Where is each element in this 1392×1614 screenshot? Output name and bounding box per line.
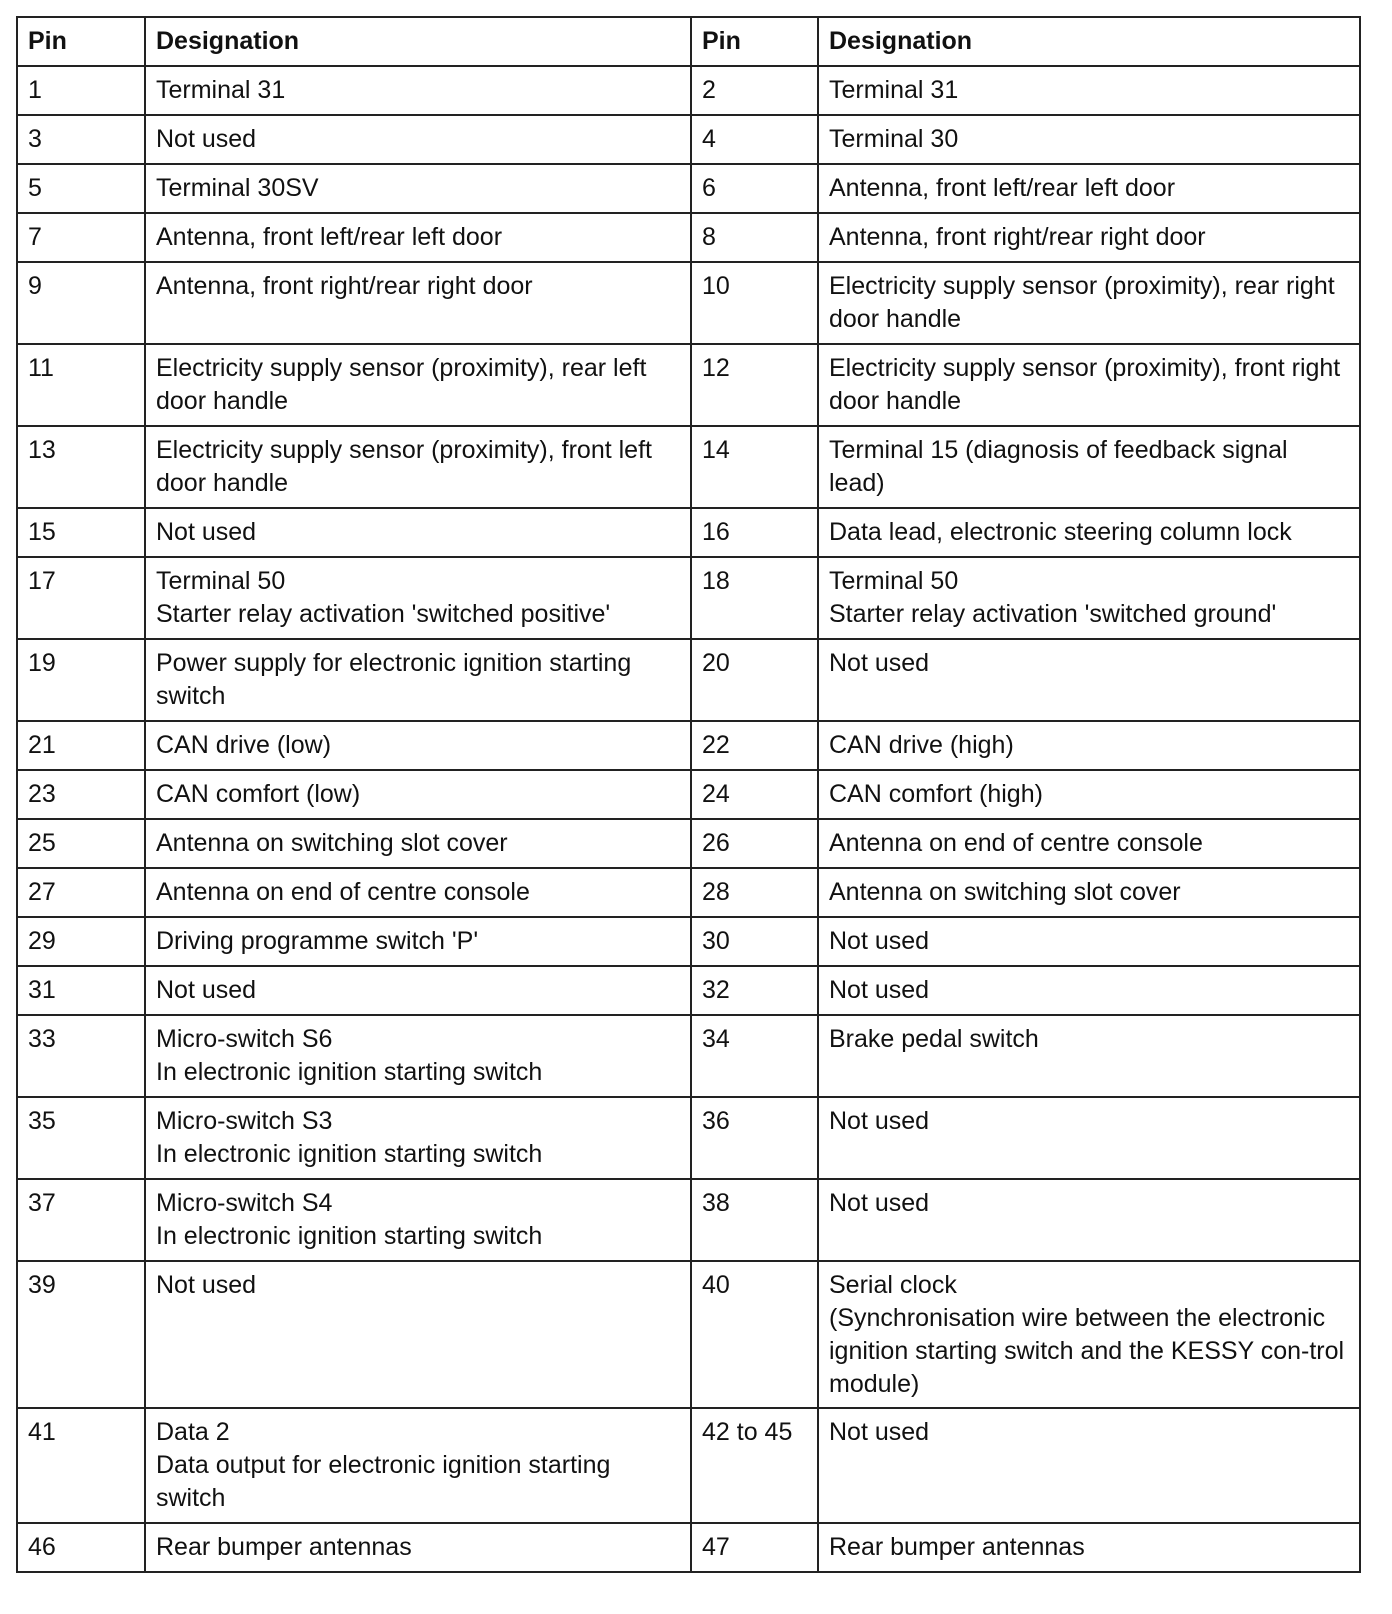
table-body xyxy=(17,66,1360,1572)
designation-cell xyxy=(818,868,1360,917)
designation-line: Micro-switch S4 xyxy=(156,1189,333,1217)
table-row xyxy=(17,966,1360,1015)
pin-number-cell: 40 xyxy=(691,1261,818,1408)
pin-number-cell: 3 xyxy=(17,115,145,164)
designation-line: CAN comfort (high) xyxy=(829,780,1043,808)
pin-number-cell: 26 xyxy=(691,819,818,868)
table-row xyxy=(17,164,1360,213)
pin-number-cell: 36 xyxy=(691,1097,818,1179)
table-row xyxy=(17,917,1360,966)
designation-cell xyxy=(145,1261,691,1408)
pin-number-cell: 34 xyxy=(691,1015,818,1097)
designation-line: Electricity supply sensor (proximity), front right door handle xyxy=(829,354,1341,415)
pin-number-cell: 18 xyxy=(691,557,818,639)
pin-number-cell: 25 xyxy=(17,819,145,868)
designation-cell xyxy=(818,1015,1360,1097)
pin-number-cell: 16 xyxy=(691,508,818,557)
designation-line: In electronic ignition starting switch xyxy=(156,1058,543,1086)
designation-line: Not used xyxy=(829,1189,930,1217)
designation-cell xyxy=(145,868,691,917)
designation-line: CAN drive (high) xyxy=(829,731,1014,759)
table-row xyxy=(17,1523,1360,1572)
designation-cell xyxy=(145,1408,691,1523)
pin-number-cell: 46 xyxy=(17,1523,145,1572)
pin-number-cell: 29 xyxy=(17,917,145,966)
designation-cell xyxy=(818,557,1360,639)
pin-number-cell: 42 to 45 xyxy=(691,1408,818,1523)
designation-line: Serial clock xyxy=(829,1271,957,1299)
pin-number-cell: 41 xyxy=(17,1408,145,1523)
pin-number-cell: 15 xyxy=(17,508,145,557)
designation-line: Terminal 31 xyxy=(829,76,959,104)
table-row xyxy=(17,66,1360,115)
designation-cell xyxy=(145,770,691,819)
pin-number-cell: 37 xyxy=(17,1179,145,1261)
designation-line: Data 2 xyxy=(156,1418,230,1446)
designation-cell xyxy=(145,917,691,966)
designation-cell xyxy=(818,917,1360,966)
designation-cell xyxy=(818,1523,1360,1572)
designation-cell xyxy=(145,966,691,1015)
designation-line: Antenna, front right/rear right door xyxy=(829,223,1206,251)
designation-cell xyxy=(818,770,1360,819)
pin-number-cell: 28 xyxy=(691,868,818,917)
designation-line: Rear bumper antennas xyxy=(829,1533,1085,1561)
pin-number-cell: 33 xyxy=(17,1015,145,1097)
designation-line: Data lead, electronic steering column lock xyxy=(829,518,1292,546)
pin-assignment-table xyxy=(16,16,1361,1573)
table-header xyxy=(17,17,1360,66)
designation-line: Data output for electronic ignition starting switch xyxy=(156,1451,611,1512)
designation-cell xyxy=(818,508,1360,557)
designation-line: Not used xyxy=(156,518,257,546)
designation-line: Not used xyxy=(829,1107,930,1135)
designation-cell xyxy=(145,164,691,213)
designation-line: Driving programme switch 'P' xyxy=(156,927,479,955)
designation-line: Micro-switch S3 xyxy=(156,1107,333,1135)
designation-line: Antenna on end of centre console xyxy=(156,878,530,906)
pin-number-cell: 19 xyxy=(17,639,145,721)
designation-cell xyxy=(145,1179,691,1261)
designation-line: Antenna on switching slot cover xyxy=(829,878,1181,906)
designation-line: Antenna on end of centre console xyxy=(829,829,1203,857)
pin-number-cell: 30 xyxy=(691,917,818,966)
designation-line: Brake pedal switch xyxy=(829,1025,1039,1053)
pin-number-cell: 2 xyxy=(691,66,818,115)
designation-cell xyxy=(818,639,1360,721)
designation-cell xyxy=(145,639,691,721)
designation-line: Terminal 30 xyxy=(829,125,959,153)
designation-line: Antenna on switching slot cover xyxy=(156,829,508,857)
table-row xyxy=(17,1408,1360,1523)
designation-line: Antenna, front left/rear left door xyxy=(829,174,1176,202)
table-row xyxy=(17,1015,1360,1097)
header-pin-right: Pin xyxy=(691,17,818,66)
pin-number-cell: 11 xyxy=(17,344,145,426)
designation-line: Power supply for electronic ignition starting switch xyxy=(156,649,632,710)
designation-cell xyxy=(818,262,1360,344)
designation-line: Not used xyxy=(156,976,257,1004)
designation-line: In electronic ignition starting switch xyxy=(156,1140,543,1168)
designation-cell xyxy=(145,66,691,115)
pin-number-cell: 27 xyxy=(17,868,145,917)
pin-number-cell: 21 xyxy=(17,721,145,770)
designation-line: Terminal 50 xyxy=(156,567,286,595)
pin-number-cell: 4 xyxy=(691,115,818,164)
designation-line: Electricity supply sensor (proximity), rear left door handle xyxy=(156,354,647,415)
pin-number-cell: 38 xyxy=(691,1179,818,1261)
designation-cell xyxy=(145,1097,691,1179)
table-row xyxy=(17,115,1360,164)
designation-line: Micro-switch S6 xyxy=(156,1025,333,1053)
pin-number-cell: 13 xyxy=(17,426,145,508)
pin-number-cell: 17 xyxy=(17,557,145,639)
designation-cell xyxy=(818,344,1360,426)
designation-line: Terminal 31 xyxy=(156,76,286,104)
designation-cell xyxy=(145,1015,691,1097)
designation-cell xyxy=(145,262,691,344)
designation-line: Starter relay activation 'switched positive' xyxy=(156,600,611,628)
designation-line: Not used xyxy=(829,976,930,1004)
designation-line: Not used xyxy=(829,649,930,677)
designation-cell xyxy=(145,557,691,639)
designation-cell xyxy=(818,1097,1360,1179)
pin-number-cell: 24 xyxy=(691,770,818,819)
pin-number-cell: 1 xyxy=(17,66,145,115)
table-row xyxy=(17,819,1360,868)
table-row xyxy=(17,344,1360,426)
table-row xyxy=(17,1097,1360,1179)
designation-line: Terminal 30SV xyxy=(156,174,319,202)
designation-line: Not used xyxy=(829,927,930,955)
pin-number-cell: 10 xyxy=(691,262,818,344)
table-row xyxy=(17,508,1360,557)
designation-cell xyxy=(145,344,691,426)
designation-cell xyxy=(818,819,1360,868)
pin-number-cell: 39 xyxy=(17,1261,145,1408)
pin-number-cell: 8 xyxy=(691,213,818,262)
designation-cell xyxy=(145,721,691,770)
pin-number-cell: 9 xyxy=(17,262,145,344)
table-row xyxy=(17,721,1360,770)
pin-number-cell: 14 xyxy=(691,426,818,508)
designation-cell xyxy=(818,1179,1360,1261)
designation-line: CAN comfort (low) xyxy=(156,780,361,808)
pin-number-cell: 47 xyxy=(691,1523,818,1572)
pin-number-cell: 23 xyxy=(17,770,145,819)
header-pin-left: Pin xyxy=(17,17,145,66)
designation-line: Rear bumper antennas xyxy=(156,1533,412,1561)
table-row xyxy=(17,868,1360,917)
header-designation-left: Designation xyxy=(145,17,691,66)
pin-number-cell: 35 xyxy=(17,1097,145,1179)
designation-line: In electronic ignition starting switch xyxy=(156,1222,543,1250)
designation-cell xyxy=(818,426,1360,508)
pin-number-cell: 5 xyxy=(17,164,145,213)
table-row xyxy=(17,213,1360,262)
pin-number-cell: 7 xyxy=(17,213,145,262)
designation-cell xyxy=(818,966,1360,1015)
designation-line: Terminal 15 (diagnosis of feedback signal lead) xyxy=(829,436,1288,497)
designation-cell xyxy=(145,213,691,262)
designation-cell xyxy=(818,66,1360,115)
designation-cell xyxy=(818,115,1360,164)
designation-cell xyxy=(145,115,691,164)
designation-cell xyxy=(818,164,1360,213)
designation-line: Starter relay activation 'switched ground' xyxy=(829,600,1277,628)
pin-number-cell: 6 xyxy=(691,164,818,213)
designation-line: Antenna, front left/rear left door xyxy=(156,223,503,251)
table-row xyxy=(17,262,1360,344)
designation-cell xyxy=(145,1523,691,1572)
table-row xyxy=(17,426,1360,508)
table-row xyxy=(17,1179,1360,1261)
designation-cell xyxy=(818,1261,1360,1408)
pin-number-cell: 12 xyxy=(691,344,818,426)
designation-cell xyxy=(818,721,1360,770)
table-row xyxy=(17,770,1360,819)
header-row xyxy=(17,17,1360,66)
designation-line: Not used xyxy=(156,1271,257,1299)
designation-cell xyxy=(818,1408,1360,1523)
table-row xyxy=(17,557,1360,639)
designation-line: (Synchronisation wire between the electronic ignition starting switch and the KESSY con-trol module) xyxy=(829,1304,1345,1398)
designation-cell xyxy=(145,508,691,557)
designation-line: Electricity supply sensor (proximity), front left door handle xyxy=(156,436,652,497)
designation-cell xyxy=(818,213,1360,262)
header-designation-right: Designation xyxy=(818,17,1360,66)
table-row xyxy=(17,1261,1360,1408)
designation-line: Antenna, front right/rear right door xyxy=(156,272,533,300)
designation-line: Terminal 50 xyxy=(829,567,959,595)
designation-line: Electricity supply sensor (proximity), rear right door handle xyxy=(829,272,1335,333)
pin-number-cell: 31 xyxy=(17,966,145,1015)
pin-number-cell: 22 xyxy=(691,721,818,770)
pin-number-cell: 32 xyxy=(691,966,818,1015)
table-row xyxy=(17,639,1360,721)
designation-line: Not used xyxy=(829,1418,930,1446)
designation-line: CAN drive (low) xyxy=(156,731,332,759)
designation-cell xyxy=(145,819,691,868)
designation-line: Not used xyxy=(156,125,257,153)
pin-number-cell: 20 xyxy=(691,639,818,721)
designation-cell xyxy=(145,426,691,508)
